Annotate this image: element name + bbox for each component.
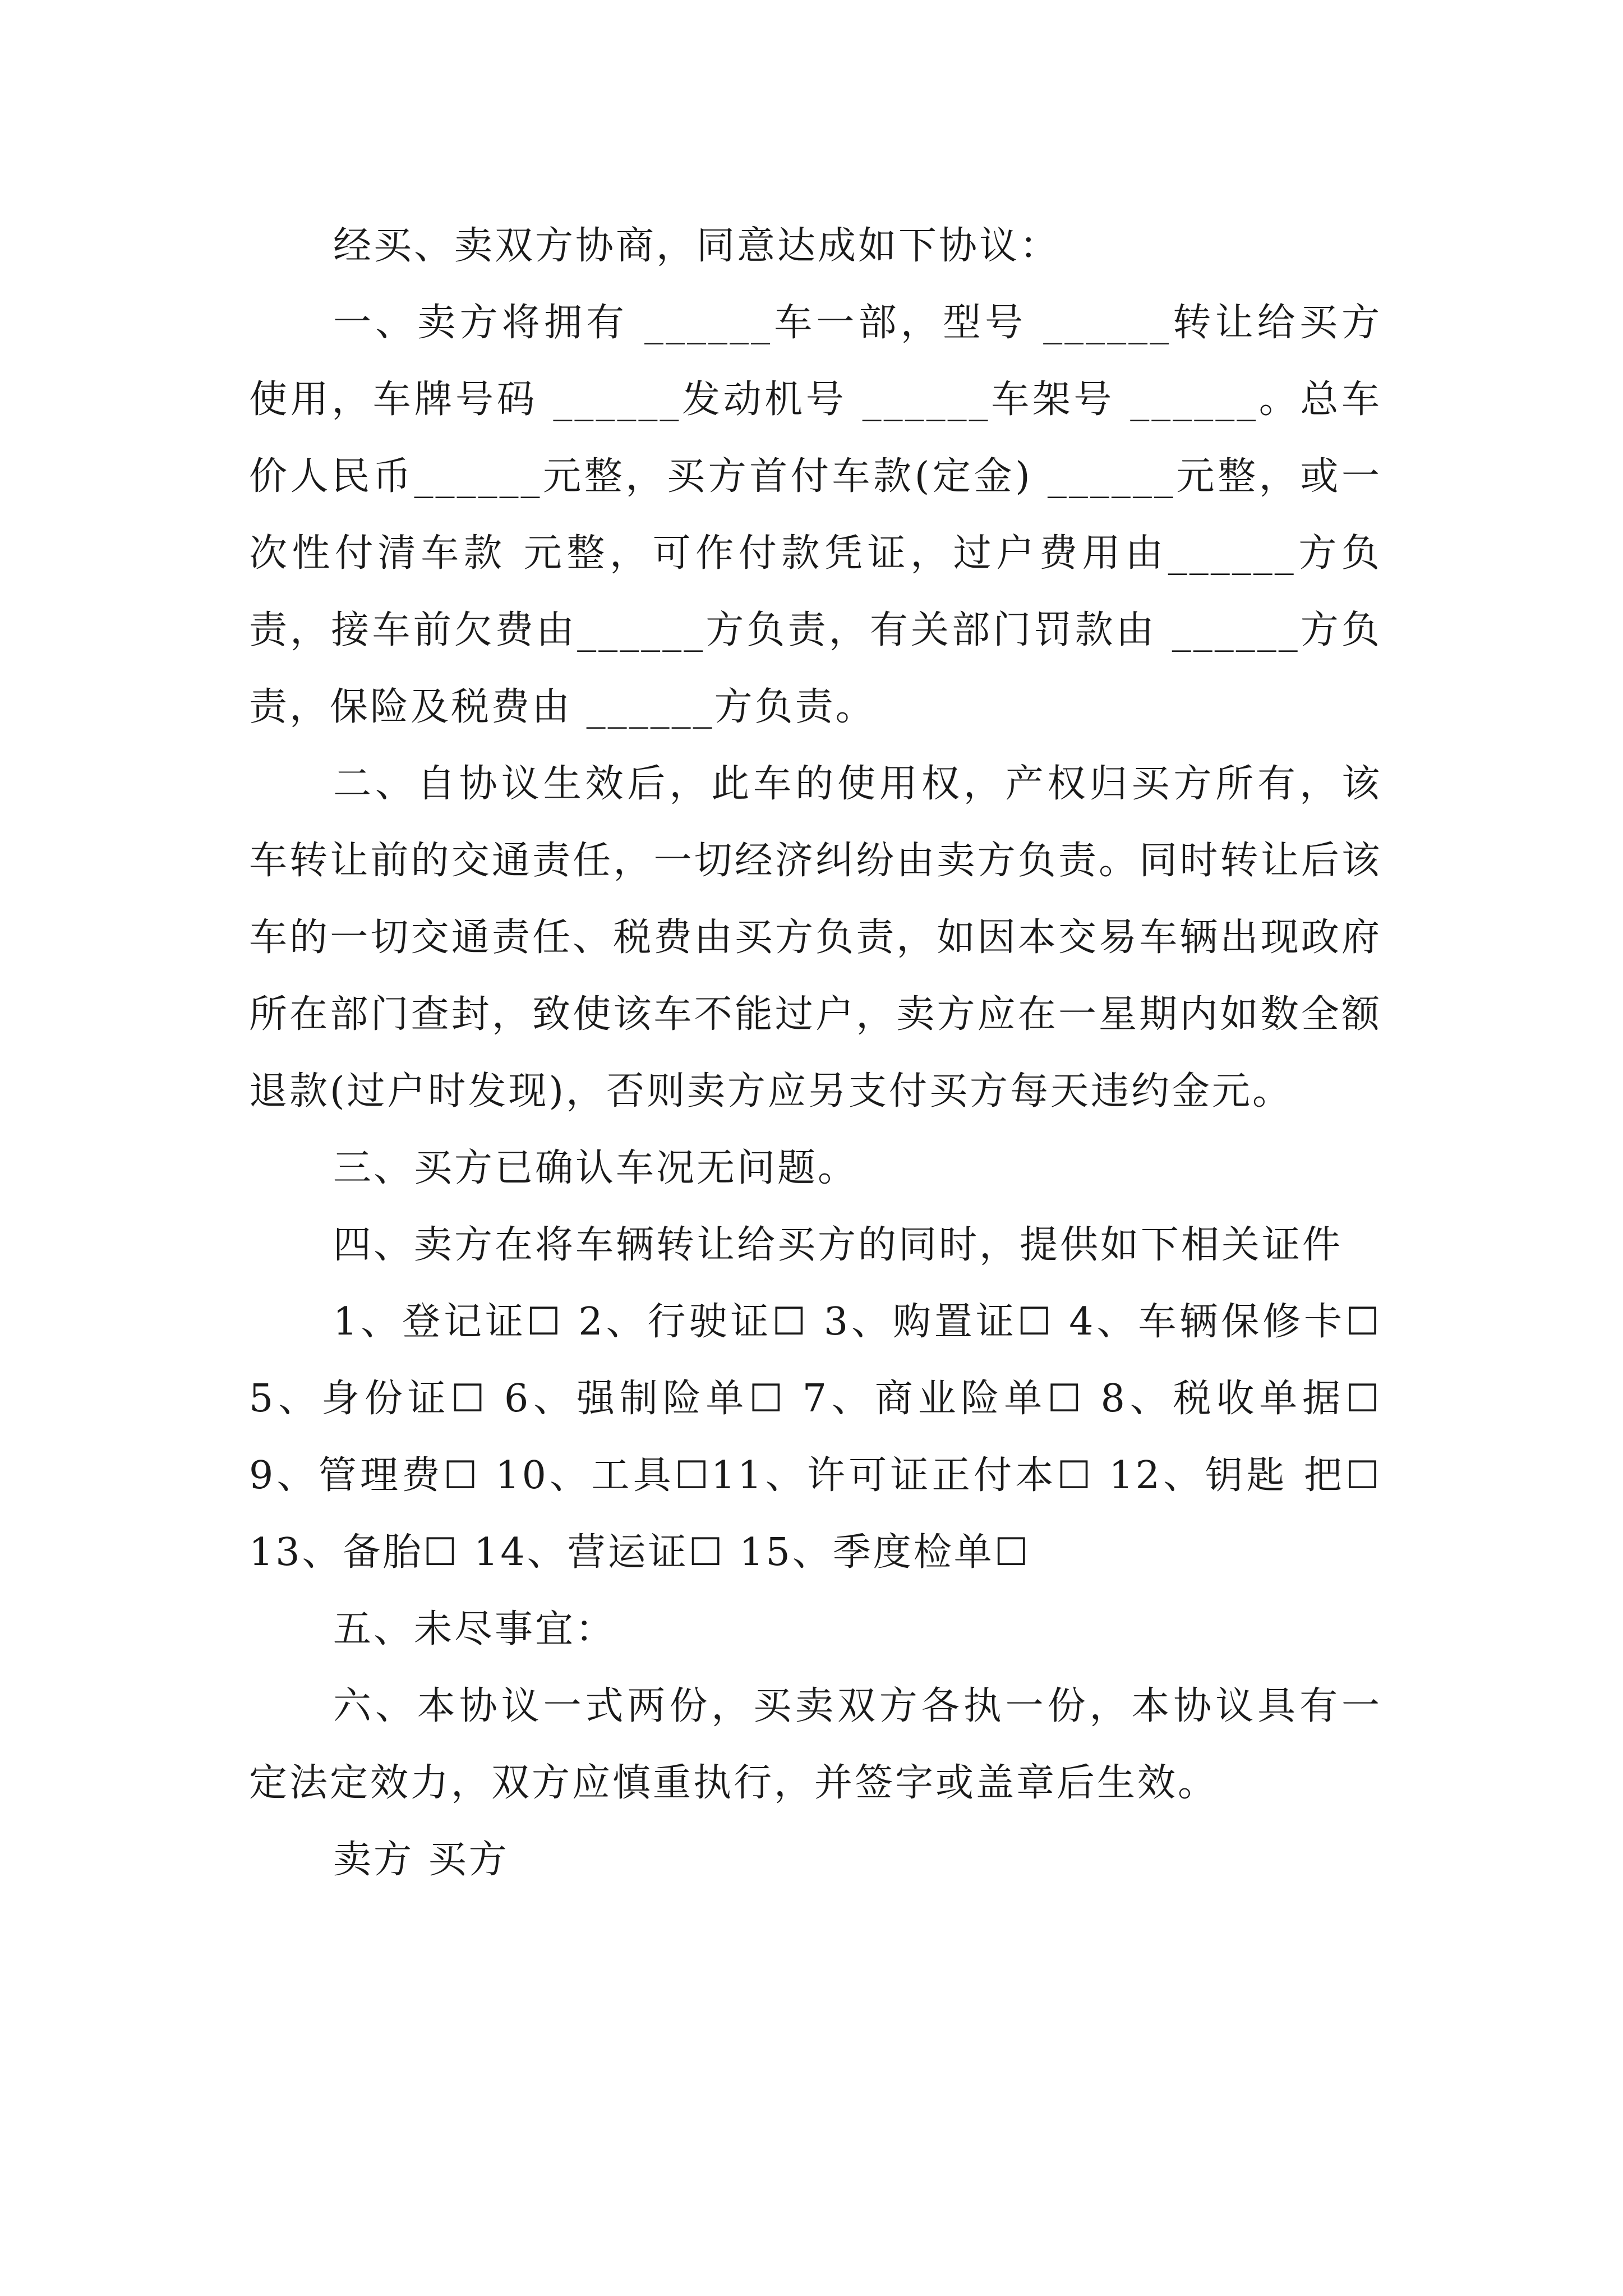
clause-3-paragraph: 三、买方已确认车况无问题。 — [333, 1146, 859, 1190]
signature-line: 卖方 买方 — [333, 1838, 509, 1882]
clause-5-paragraph: 五、未尽事宜： — [333, 1607, 616, 1651]
clause-1-paragraph: 一、卖方将拥有 ______车一部，型号 ______转让给买方使用，车牌号码 ______发动机号 ______车架号 ______。总车价人民币______元整，买方首付车款(定金) ______元整，或一次性付清车款 元整，可作付款凭证，过户费用由______方负责，接车前欠费由______方负责，有关部门罚款由 ______方负责，保险及税费由 ______方负责。 — [249, 301, 1382, 729]
clause-2-paragraph: 二、自协议生效后，此车的使用权，产权归买方所有，该车转让前的交通责任，一切经济纠纷由卖方负责。同时转让后该车的一切交通责任、税费由买方负责，如因本交易车辆出现政府所在部门查封，致使该车不能过户，卖方应在一星期内如数全额退款(过户时发现)，否则卖方应另支付买方每天违约金元。 — [249, 762, 1382, 1114]
documents-checklist-paragraph: 1、登记证☐ 2、行驶证☐ 3、购置证☐ 4、车辆保修卡☐ 5、身份证☐ 6、强制险单☐ 7、商业险单☐ 8、税收单据☐ 9、管理费☐ 10、工具☐11、许可证正付本☐ 12、钥匙 把☐ 13、备胎☐ 14、营运证☐ 15、季度检单☐ — [249, 1300, 1382, 1575]
intro-paragraph: 经买、卖双方协商，同意达成如下协议： — [333, 224, 1061, 268]
agreement-body — [249, 208, 1382, 1898]
clause-6-paragraph: 六、本协议一式两份，买卖双方各执一份，本协议具有一定法定效力，双方应慎重执行，并签字或盖章后生效。 — [249, 1684, 1382, 1805]
clause-4-paragraph: 四、卖方在将车辆转让给买方的同时，提供如下相关证件 — [333, 1223, 1343, 1267]
